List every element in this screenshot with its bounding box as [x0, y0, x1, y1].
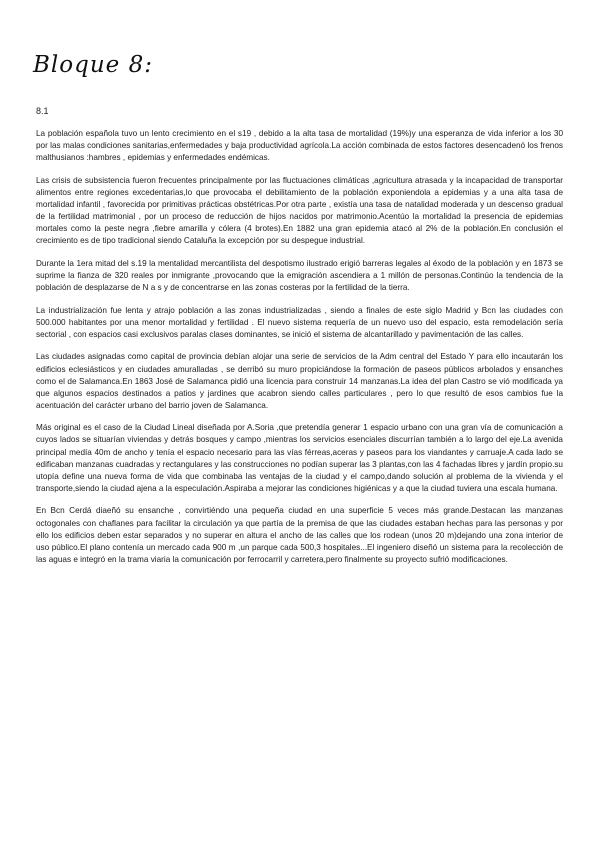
paragraph-mortality: La población española tuvo un lento crecimiento en el s19 , debido a la alta tasa de mortalidad (19%)y una esperanza de vida inferior a los 30 por las malas condiciones sanitarias,enfermedades y baja productividad agrícola.La acción combinada de estos factores desencadenó los frenos malthusianos :hambres , epidemias y enfermedades endémicas. — [36, 129, 563, 163]
page-title: Bloque 8: — [33, 52, 153, 78]
paragraph-provincial-capitals: Las ciudades asignadas como capital de provincia debían alojar una serie de servicios de la Adm central del Estado Y para ello incautarán los edificios eclesiásticos y en ciudades amuralladas , se derribó su muro propiciándose la formación de paseos públicos arbolados y ensanches como el de Salamanca.En 1863 José de Salamanca pidió una licencia para construir 14 manzanas.La idea del plan Castro se vió modificada ya que algunos espacios destinados a patios y jardines que acabron siendo calles particulares , pero lo que resultó de esos cambios fue la acentuación del carácter urbano del barrio joven de Salamanca. — [36, 352, 563, 410]
body-text — [36, 128, 563, 576]
paragraph-ciudad-lineal: Más original es el caso de la Ciudad Lineal diseñada por A.Soria ,que pretendía generar 1 espacio urbano con una gran vía de comunicación a cuyos lados se situarían viviendas y detrás bosques y campo ,mientras los servicios esenciales discurrían también a lo largo del eje.La avenida principal medía 40m de ancho y tenía el espacio necesario para las vías férreas,aceras y paseos para los viandantes y carruaje.A cada lado se edificaban manzanas cuadradas y rectangulares y las construcciones no podían superar las 3 plantas,con las 4 fachadas libres y jardín propio.su utopía define una nueva forma de vida que combinaba las ventajas de la ciudad y el campo,dando solución al problema de la vivienda y el transporte,siendo la ciudad ajena a la especulación.Aspiraba a mejorar las condiciones higiénicas y a que la ciudad tuviera una escala humana. — [36, 423, 563, 493]
paragraph-subsistence-crises: Las crisis de subsistencia fueron frecuentes principalmente por las fluctuaciones climáticas ,agricultura atrasada y la incapacidad de transportar alimentos entre regiones excedentarias,lo que provocaba el debilitamiento de la población exponiendola a epidemias y a una alta tasa de mortalidad infantil , favorecida por primitivas prácticas obstétricas.Por otra parte , existía una tasa de natalidad moderada y un descenso gradual de la fertilidad matrimonial , por un proceso de reducción de hijos nacidos por matrimonio.Acentúo la mortalidad la presencia de epidemias mortales como la peste negra ,fiebre amarilla y cólera (4 brotes).En 1882 una gran epidemia atacó al 2% de la población.En conclusión el crecimiento es de tipo tradicional siendo Cataluña la excepción por su despegue industrial. — [36, 175, 563, 246]
paragraph-industrialization: La industrialización fue lenta y atrajo población a las zonas industrializadas , siendo a finales de este siglo Madrid y Bcn las ciudades con 500.000 habitantes por una menor mortalidad y fertilidad . El nuevo sistema requería de un nuevo uso del espacio, esta remodelación sería sectorial , con espacios casi exclusivos paralas clases dominantes, se inició el sistema de alcantarillado y pavimentación de las calles. — [36, 305, 563, 339]
paragraph-migration: Durante la 1era mitad del s.19 la mentalidad mercantilista del despotismo ilustrado erigió barreras legales al éxodo de la población y en 1873 se suprime la fianza de 320 reales por inmigrante ,provocando que la emigración ascendiera a 1 millón de personas.Continúo la tendencia de la población de desplazarse de N a s y de concentrarse en las zonas costeras por la fertilidad de la tierra. — [36, 258, 563, 293]
paragraph-cerda-ensanche: En Bcn Cerdá diaeñó su ensanche , convirtiéndo una pequeña ciudad en una superficie 5 veces más grande.Destacan las manzanas octogonales con chaflanes para facilitar la circulación ya que partía de la premisa de que las ciudades estaban hechas para las personas y por ello los edificios deben estar separados y no superar en altura el ancho de las calles que los rodean (unos 20 m)dejando una zona interior de uso público.El plano contenía un mercado cada 900 m ,un parque cada 500,3 hospitales...El ingeniero diseñó un sistema para la recolección de las aguas e integró en la trama viaria la comunicación por ferrocarril y carretera,pero finalmente su proyecto sufrió modificaciones. — [36, 506, 563, 564]
section-number: 8.1 — [36, 106, 49, 116]
